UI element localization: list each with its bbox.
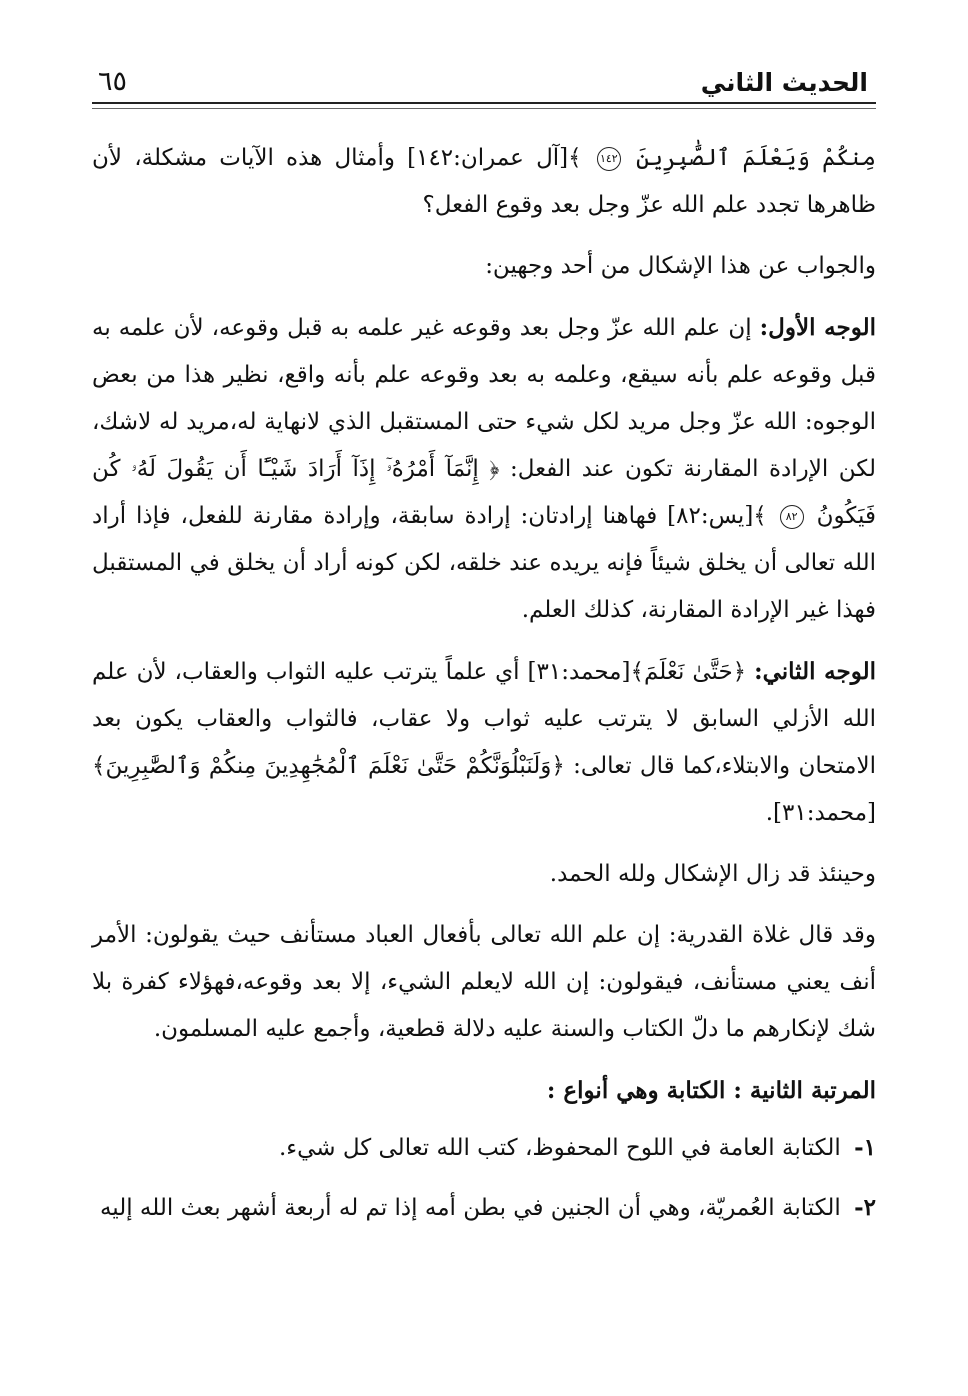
paragraph-text: ﴾[يس:٨٢] فهاهنا إرادتان: إرادة سابقة، وإرادة مقارنة للفعل، فإذا أراد الله تعالى أن يخلق شيئاً فإنه يريده عند خلقه، لكن كونه أراد أن يخلق في المستقبل فهذا غير الإرادة المقارنة، كذلك العلم. xyxy=(92,503,876,623)
chapter-title: الحديث الثاني xyxy=(700,68,868,97)
paragraph-text: إن علم الله عزّ وجل بعد وقوعه غير علمه به قبل وقوعه، لأن علمه به قبل وقوعه علم بأنه سيقع، وعلمه به بعد وقوعه علم بأنه واقع، نظير هذا من بعض الوجوه: الله عزّ وجل مريد لكل شيء حتى المستقبل الذي لانهاية له،مريد له لاشك، لكن الإرادة المقارنة تكون عند الفعل: ﴿ xyxy=(92,315,877,482)
paragraph-3 xyxy=(92,304,876,634)
quran-verse: حَتَّىٰ نَعْلَمَ xyxy=(643,659,733,685)
paragraph-text: ﴾[آل عمران:١٤٢] وأمثال هذه الآيات مشكلة، لأن ظاهرها تجدد علم الله عزّ وجل بعد وقوع الفعل؟ xyxy=(92,145,876,218)
paragraph-text: ﴿ xyxy=(732,659,747,685)
paragraph-5: وحينئذ قد زال الإشكال ولله الحمد. xyxy=(549,861,876,887)
list-item-text: الكتابة العُمريّة، وهي أن الجنين في بطن أمه إذا تم له أربعة أشهر بعث الله إليه xyxy=(99,1195,841,1221)
list-item xyxy=(92,1124,876,1172)
quran-verse: وَلَنَبْلُوَنَّكُمْ حَتَّىٰ نَعْلَمَ ٱلْمُجَٰهِدِينَ مِنكُمْ وَٱلصَّٰبِرِينَ xyxy=(105,753,552,779)
ayah-marker-icon: ١٤٢ xyxy=(597,147,621,171)
paragraph-lead: الوجه الثاني: xyxy=(754,658,876,685)
paragraph-2: والجواب عن هذا الإشكال من أحد وجهين: xyxy=(485,253,876,279)
list-item-number: ٢- xyxy=(854,1194,876,1221)
header-rule xyxy=(92,102,876,109)
paragraph-lead: الوجه الأول: xyxy=(759,314,876,341)
quran-verse: مِنكُمْ وَيَعْلَمَ ٱلصَّٰبِرِينَ xyxy=(636,145,877,171)
paragraph-text: ﴾ [محمد:٣١]. xyxy=(92,753,876,826)
page-number: ٦٥ xyxy=(98,66,128,97)
quran-verse: إِنَّمَآ أَمْرُهُۥٓ إِذَآ أَرَادَ شَيْـًٔا أَن يَقُولَ لَهُۥ كُن فَيَكُونُ xyxy=(92,456,876,529)
section-heading: المرتبة الثانية : الكتابة وهي أنواع : xyxy=(546,1077,876,1104)
ayah-marker-icon: ٨٢ xyxy=(780,505,804,529)
paragraph-4 xyxy=(92,648,876,837)
paragraph-1 xyxy=(92,135,876,229)
document-page xyxy=(92,58,876,1244)
paragraph-text: ﴾[محمد:٣١] أي علماً يترتب عليه الثواب والعقاب، لأن علم الله الأزلي السابق لا يترتب عليه ثواب ولا عقاب، فالثواب والعقاب يكون بعد الامتحان والابتلاء،كما قال تعالى: ﴿ xyxy=(92,659,876,779)
list-item xyxy=(92,1184,876,1232)
running-header xyxy=(92,58,876,98)
paragraph-6: وقد قال غلاة القدرية: إن علم الله تعالى بأفعال العباد مستأنف حيث يقولون: الأمر أنف يعني مستأنف، فيقولون: إن الله لايعلم الشيء، إلا بعد وقوعه،فهؤلاء كفرة بلا شك لإنكارهم ما دلّ الكتاب والسنة عليه دلالة قطعية، وأجمع عليه المسلمون. xyxy=(92,922,876,1042)
list-item-text: الكتابة العامة في اللوح المحفوظ، كتب الله تعالى كل شيء. xyxy=(278,1135,841,1161)
body-text xyxy=(92,135,876,1232)
list-item-number: ١- xyxy=(854,1134,876,1161)
